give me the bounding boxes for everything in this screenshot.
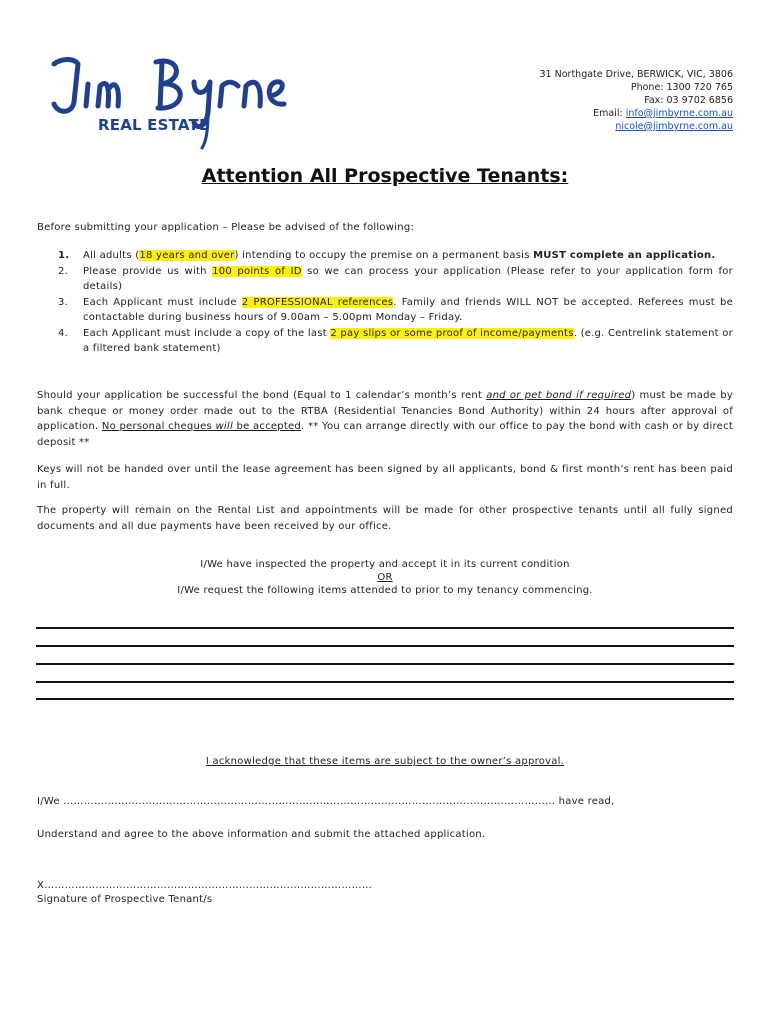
no-cheques-text	[102, 421, 301, 432]
agreement-statement: Understand and agree to the above information and submit the attached application.	[37, 829, 486, 840]
rental-list-paragraph: The property will remain on the Rental List and appointments will be made for other prospective tenants until all fully signed documents and all due payments have been received by our office.	[37, 505, 733, 532]
list-item	[37, 248, 733, 264]
pet-bond-text: and or pet bond if required	[486, 390, 632, 401]
request-line[interactable]	[36, 627, 734, 629]
no-cheques-part: be accepted	[232, 421, 302, 432]
list-number: 4.	[58, 327, 69, 339]
acknowledge-statement: I acknowledge that these items are subject to the owner’s approval.	[205, 756, 565, 767]
signature-line[interactable]: X……………………………………………………………………………………	[37, 880, 373, 891]
item-text: Each Applicant must include	[83, 296, 242, 308]
bond-paragraph	[37, 388, 733, 450]
item-text: All adults (	[83, 250, 140, 261]
intro-text: Before submitting your application – Please be advised of the following:	[37, 222, 415, 233]
email-line	[540, 107, 733, 120]
list-number: 1.	[58, 250, 70, 261]
company-logo	[44, 50, 324, 150]
item-text: ) intending to occupy the premise on a permanent basis	[234, 250, 534, 261]
logo-tagline: REAL ESTATE	[98, 116, 210, 134]
phone: Phone: 1300 720 765	[630, 82, 733, 93]
keys-paragraph: Keys will not be handed over until the lease agreement has been signed by all applicants, bond & first month’s rent has been paid in full.	[37, 464, 733, 491]
email-nicole-link[interactable]: nicole@jimbyrne.com.au	[615, 121, 733, 132]
or-separator: OR	[377, 572, 393, 583]
list-number: 2.	[58, 265, 69, 277]
name-entry-line[interactable]: I/We ……………………………………………………………………………………………………………………………… have read,	[37, 796, 615, 807]
contact-block	[540, 68, 733, 133]
highlighted-text: 100 points of ID	[212, 265, 302, 277]
list-item	[37, 326, 733, 357]
address: 31 Northgate Drive, BERWICK, VIC, 3806	[539, 69, 733, 80]
signature-label: Signature of Prospective Tenant/s	[37, 894, 213, 905]
inspection-statement: I/We have inspected the property and accept it in its current condition	[200, 559, 570, 570]
list-item	[37, 264, 733, 295]
jim-byrne-logo-icon	[44, 50, 324, 150]
request-statement: I/We request the following items attended to prior to my tenancy commencing.	[177, 585, 593, 596]
highlighted-text: 18 years and over	[139, 250, 235, 261]
requirements-list	[37, 248, 733, 357]
request-line[interactable]	[36, 663, 734, 665]
list-number: 3.	[58, 296, 69, 308]
no-cheques-part: No personal cheques	[101, 421, 216, 432]
item-text: so we can process your application (Please refer to your application form for details)	[83, 265, 733, 292]
list-item	[37, 295, 733, 326]
bond-text: ) must be made by bank cheque or money order made out to the RTBA (Residential Tenancies Bond Authority) within 24 hours after approval of application.	[37, 390, 733, 432]
highlighted-text: 2 PROFESSIONAL references	[241, 296, 394, 308]
bond-text: . ** You can arrange directly with our office to pay the bond with cash or by direct deposit **	[37, 421, 734, 448]
item-text: Each Applicant must include a copy of the last	[83, 327, 331, 339]
no-cheques-will: will	[215, 421, 233, 432]
request-line[interactable]	[36, 681, 734, 683]
bold-text: MUST complete an application.	[533, 250, 716, 261]
item-text: . Family and friends WILL NOT be accepted. Referees must be contactable during business hours of 9.00am – 5.00pm Monday – Friday.	[83, 296, 733, 323]
fax: Fax: 03 9702 6856	[644, 95, 733, 106]
request-line[interactable]	[36, 645, 734, 647]
email-line-2	[540, 120, 733, 133]
bond-text: Should your application be successful the bond (Equal to 1 calendar’s month’s rent	[37, 390, 487, 401]
page-title: Attention All Prospective Tenants:	[201, 165, 569, 187]
email-label: Email:	[593, 108, 626, 119]
request-line[interactable]	[36, 698, 734, 700]
email-info-link[interactable]: info@jimbyrne.com.au	[625, 108, 733, 119]
item-text: Please provide us with	[83, 265, 213, 277]
item-text: . (e.g. Centrelink statement or a filtered bank statement)	[83, 327, 734, 354]
highlighted-text: 2 pay slips or some proof of income/payments	[330, 327, 574, 339]
